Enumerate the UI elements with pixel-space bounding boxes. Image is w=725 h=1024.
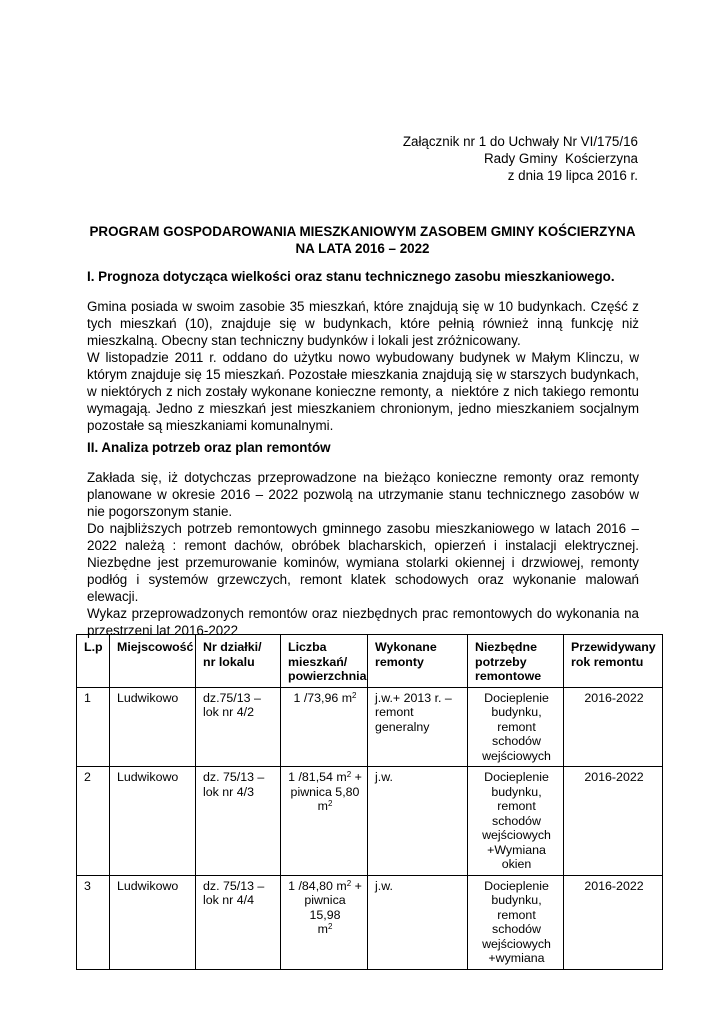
header-plot: Nr działki/ nr lokalu [196,635,281,688]
section-1-paragraph-1 [87,298,639,349]
cell-year: 2016-2022 [564,875,663,969]
attachment-line-2: Rady Gminy Kościerzyna [483,151,638,166]
section-2-paragraph-2 [87,520,639,605]
title-line-1: PROGRAM GOSPODAROWANIA MIESZKANIOWYM ZASOBEM GMINY KOŚCIERZYNA [89,224,636,239]
cell-place: Ludwikowo [110,875,196,969]
cell-plot: dz. 75/13 – lok nr 4/4 [196,875,281,969]
text-line: pozostałe są mieszkaniami komunalnymi. [87,418,334,433]
cell-needed: Docieplenie budynku, remont schodów wejściowych +Wymiana okien [468,767,564,876]
cell-lp: 3 [77,875,110,969]
cell-done: j.w.+ 2013 r. – remont generalny [368,687,468,767]
header-place: Miejscowość [110,635,196,688]
header-needed: Niezbędne potrzeby remontowe [468,635,564,688]
table-row [77,687,663,767]
section-2-heading: II. Analiza potrzeb oraz plan remontów [87,440,331,455]
renovation-table [76,634,663,970]
text-line: podłóg i systemów grzewczych, remont klatek schodowych oraz wykonanie malowań [87,572,639,587]
cell-place: Ludwikowo [110,767,196,876]
section-1-heading: I. Prognoza dotycząca wielkości oraz stanu technicznego zasobu mieszkaniowego. [87,269,615,284]
text-line: Wykaz przeprowadzonych remontów oraz niezbędnych prac remontowych do wykonania na [87,606,639,621]
table-row [77,767,663,876]
text-line: 2022 należą : remont dachów, obróbek blacharskich, opierzeń i instalacji elektrycznej. [87,538,639,553]
header-year: Przewidywany rok remontu [564,635,663,688]
cell-year: 2016-2022 [564,687,663,767]
header-done: Wykonane remonty [368,635,468,688]
cell-done: j.w. [368,875,468,969]
title-line-2: NA LATA 2016 – 2022 [295,241,430,256]
section-1-paragraph-2 [87,349,639,434]
text-line: elewacji. [87,589,139,604]
attachment-line-3: z dnia 19 lipca 2016 r. [507,168,638,183]
text-line: Zakłada się, iż dotychczas przeprowadzone na bieżąco konieczne remonty oraz remonty [87,470,639,485]
cell-place: Ludwikowo [110,687,196,767]
text-line: Do najbliższych potrzeb remontowych gminnego zasobu mieszkaniowego w latach 2016 – [87,521,639,536]
cell-plot: dz. 75/13 – lok nr 4/3 [196,767,281,876]
text-line: planowane w okresie 2016 – 2022 pozwolą na utrzymanie stanu technicznego zasobów w [87,487,639,502]
text-line: mieszkalną. Obecny stan techniczny budynków i lokali jest zróżnicowany. [87,333,521,348]
text-line: którym znajduje się 15 mieszkań. Pozostałe mieszkania znajdują się w starszych budynkach, [87,367,639,382]
document-title [86,223,639,257]
cell-lp: 1 [77,687,110,767]
header-count: Liczba mieszkań/ powierzchnia [281,635,368,688]
table-row [77,875,663,969]
cell-needed: Docieplenie budynku, remont schodów wejściowych +wymiana [468,875,564,969]
attachment-note [403,133,638,184]
cell-done: j.w. [368,767,468,876]
text-line: Niezbędne jest przemurowanie kominów, wymiana stolarki okiennej i drzwiowej, remonty [87,555,639,570]
text-line: nie pogorszonym stanie. [87,504,233,519]
attachment-line-1: Załącznik nr 1 do Uchwały Nr VI/175/16 [402,134,638,149]
text-line: tych mieszkań (10), znajduje się w budynkach, które pełnią również inną funkcję niż [87,316,639,331]
section-2-paragraph-1 [87,469,639,520]
text-line: przestrzeni lat 2016-2022 [87,623,239,638]
text-line: w niektórych z nich zostały wykonane konieczne remonty, a niektóre z nich takiego remontu [87,384,639,399]
cell-area: 1 /73,96 $m^2$ [281,687,368,767]
header-lp: L.p [77,635,110,688]
cell-needed: Docieplenie budynku, remont schodów wejściowych [468,687,564,767]
table-header-row [77,635,663,688]
text-line: Gmina posiada w swoim zasobie 35 mieszkań, które znajdują się w 10 budynkach. Część z [87,299,639,314]
text-line: W listopadzie 2011 r. oddano do użytku nowo wybudowany budynek w Małym Klinczu, w [87,350,639,365]
cell-plot: dz.75/13 – lok nr 4/2 [196,687,281,767]
cell-year: 2016-2022 [564,767,663,876]
cell-lp: 2 [77,767,110,876]
cell-area: 1 /81,54 $m^2$ + piwnica 5,80 $m^2$ [281,767,368,876]
cell-area: 1 /84,80 $m^2$ + piwnica 15,98 $m^2$ [281,875,368,969]
text-line: wymagają. Jedno z mieszkań jest mieszkaniem chronionym, jedno mieszkaniem socjalnym [87,401,639,416]
